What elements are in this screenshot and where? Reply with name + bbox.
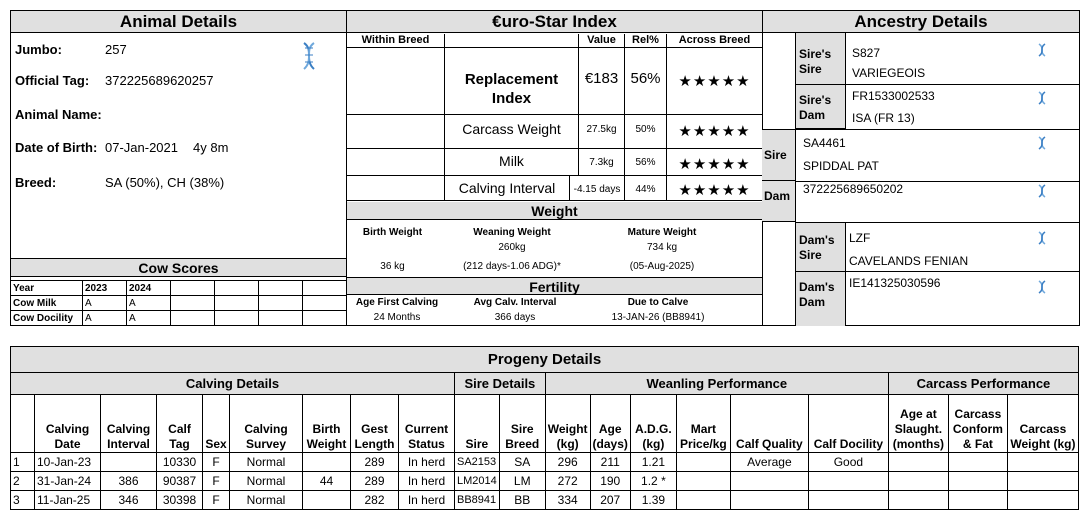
- sire-cell: LM2014: [455, 472, 500, 491]
- dams-sire-dna-icon[interactable]: [1037, 231, 1047, 245]
- within-breed-header: Within Breed: [347, 34, 445, 48]
- table-row: [11, 453, 1079, 472]
- calving-survey-cell: Normal: [230, 491, 303, 510]
- carcass-weight-label: Carcass Weight: [445, 115, 579, 149]
- col-gest-length: Gest Length: [351, 395, 399, 453]
- dams-sire-code: LZF: [849, 231, 871, 245]
- eurostar-title: €uro-Star Index: [347, 11, 762, 33]
- gest-length-cell: 289: [351, 472, 399, 491]
- calving-survey-cell: Normal: [230, 453, 303, 472]
- sires-sire-name: VARIEGEOIS: [852, 66, 926, 80]
- mature-weight-value: 734 kg: [646, 242, 678, 253]
- fertility-title: Fertility: [347, 277, 762, 295]
- cow-docility-2024: A: [127, 311, 171, 326]
- milk-value: 7.3kg: [579, 149, 625, 176]
- cow-scores-title: Cow Scores: [11, 258, 346, 277]
- sires-sire-code: S827: [852, 46, 881, 60]
- calving-survey-cell: Normal: [230, 472, 303, 491]
- sires-dam-code: FR1533002533: [852, 89, 935, 103]
- calving-interval-stars: ★★★★★: [667, 176, 762, 201]
- sex-cell: F: [203, 453, 230, 472]
- current-status-cell: In herd: [399, 491, 455, 510]
- gest-length-cell: 282: [351, 491, 399, 510]
- calf-docility-cell: [808, 472, 888, 491]
- animal-name-label: Animal Name:: [15, 107, 102, 122]
- col-birth-weight: Birth Weight: [303, 395, 351, 453]
- cow-milk-label: Cow Milk: [11, 296, 83, 311]
- carcass-performance-group: Carcass Performance: [888, 373, 1078, 395]
- calving-interval-value: -4.15 days: [570, 176, 625, 201]
- weanling-performance-group: Weanling Performance: [545, 373, 888, 395]
- adg-cell: 1.2 *: [630, 472, 676, 491]
- animal-details-panel: [10, 10, 347, 326]
- age-slaught-cell: [888, 453, 948, 472]
- age-cell: 190: [590, 472, 630, 491]
- replacement-index-label: Replacement Index: [445, 48, 579, 115]
- sire-breed-cell: LM: [499, 472, 545, 491]
- cow-milk-2023: A: [83, 296, 127, 311]
- avg-calving-interval-value: 366 days: [494, 312, 536, 323]
- adg-cell: 1.39: [630, 491, 676, 510]
- progeny-title: Progeny Details: [11, 347, 1079, 373]
- table-row: [11, 472, 1079, 491]
- breed-value: SA (50%), CH (38%): [105, 175, 225, 190]
- dams-dam-dna-icon[interactable]: [1037, 280, 1047, 294]
- replacement-index-value: €183: [579, 48, 625, 115]
- sire-code: SA4461: [803, 136, 846, 150]
- carcass-weight-stars: ★★★★★: [667, 115, 762, 149]
- col-calf-tag: Calf Tag: [157, 395, 203, 453]
- value-header: Value: [579, 34, 625, 48]
- year-header: Year: [11, 281, 83, 296]
- cow-milk-2024: A: [127, 296, 171, 311]
- age-slaught-cell: [888, 491, 948, 510]
- jumbo-label: Jumbo:: [15, 42, 62, 57]
- calf-docility-cell: [808, 491, 888, 510]
- weight-cell: 296: [545, 453, 590, 472]
- calving-date-cell: 11-Jan-25: [35, 491, 101, 510]
- across-breed-header: Across Breed: [667, 34, 762, 48]
- col-carcass-conform: Carcass Conform & Fat: [948, 395, 1007, 453]
- current-status-cell: In herd: [399, 453, 455, 472]
- sire-details-group: Sire Details: [455, 373, 546, 395]
- dams-dam-label: Dam's Dam: [796, 272, 846, 326]
- mart-price-cell: [676, 453, 730, 472]
- calf-tag-cell: 10330: [157, 453, 203, 472]
- sires-dam-dna-icon[interactable]: [1037, 91, 1047, 105]
- rel-header: Rel%: [625, 34, 667, 48]
- table-row: [11, 491, 1079, 510]
- official-tag-label: Official Tag:: [15, 73, 90, 88]
- col-calf-docility: Calf Docility: [808, 395, 888, 453]
- cow-docility-label: Cow Docility: [11, 311, 83, 326]
- sires-sire-dna-icon[interactable]: [1037, 43, 1047, 57]
- due-to-calve-value: 13-JAN-26 (BB8941): [611, 312, 705, 323]
- col-age: Age (days): [590, 395, 630, 453]
- dna-helix-icon[interactable]: [300, 42, 318, 70]
- calf-quality-cell: Average: [730, 453, 808, 472]
- carcass-conform-cell: [948, 491, 1007, 510]
- calf-quality-cell: [730, 472, 808, 491]
- current-status-cell: In herd: [399, 472, 455, 491]
- dams-dam-code: IE141325030596: [849, 276, 941, 290]
- carcass-weight-rel: 50%: [625, 115, 667, 149]
- adg-cell: 1.21: [630, 453, 676, 472]
- col-sire: Sire: [455, 395, 500, 453]
- year-2024-header: 2024: [127, 281, 171, 296]
- animal-details-title: Animal Details: [11, 11, 346, 33]
- replacement-index-rel: 56%: [625, 48, 667, 115]
- official-tag-value: 372225689620257: [105, 73, 214, 88]
- weaning-weight-label: Weaning Weight: [473, 227, 551, 238]
- dams-sire-label: Dam's Sire: [796, 222, 846, 272]
- replacement-index-stars: ★★★★★: [667, 48, 762, 115]
- jumbo-value: 257: [105, 42, 127, 57]
- carcass-weight-cell: [1007, 472, 1078, 491]
- birth-weight-value: 36 kg: [380, 261, 405, 272]
- milk-label: Milk: [445, 149, 579, 176]
- calving-interval-cell: [101, 453, 157, 472]
- calving-details-group: Calving Details: [11, 373, 455, 395]
- birth-weight-label: Birth Weight: [362, 227, 423, 238]
- carcass-weight-value: 27.5kg: [579, 115, 625, 149]
- sires-dam-label: Sire's Dam: [796, 85, 846, 129]
- due-to-calve-label: Due to Calve: [627, 297, 689, 308]
- sire-breed-cell: BB: [499, 491, 545, 510]
- avg-calving-interval-label: Avg Calv. Interval: [473, 297, 557, 308]
- calving-interval-cell: 346: [101, 491, 157, 510]
- col-adg: A.D.G. (kg): [630, 395, 676, 453]
- calving-interval-rel: 44%: [625, 176, 667, 201]
- col-mart-price: Mart Price/kg: [676, 395, 730, 453]
- carcass-conform-cell: [948, 472, 1007, 491]
- col-calf-quality: Calf Quality: [730, 395, 808, 453]
- row-number-cell: 2: [11, 472, 35, 491]
- mature-weight-date: (05-Aug-2025): [629, 261, 695, 272]
- row-number-cell: 3: [11, 491, 35, 510]
- sire-name: SPIDDAL PAT: [803, 159, 879, 173]
- col-age-slaught: Age at Slaught. (months): [888, 395, 948, 453]
- weight-cell: 334: [545, 491, 590, 510]
- birth-weight-cell: [303, 491, 351, 510]
- age-value: 4y 8m: [193, 140, 229, 155]
- birth-weight-cell: 44: [303, 472, 351, 491]
- sex-cell: F: [203, 491, 230, 510]
- age-first-calving-value: 24 Months: [373, 312, 421, 323]
- col-carcass-weight: Carcass Weight (kg): [1007, 395, 1078, 453]
- mature-weight-label: Mature Weight: [627, 227, 697, 238]
- dam-code: 372225689650202: [803, 182, 904, 196]
- col-calving-date: Calving Date: [35, 395, 101, 453]
- mart-price-cell: [676, 472, 730, 491]
- sire-dna-icon[interactable]: [1037, 136, 1047, 150]
- calving-interval-label: Calving Interval: [458, 180, 556, 196]
- dam-dna-icon[interactable]: [1037, 184, 1047, 198]
- calf-docility-cell: Good: [808, 453, 888, 472]
- col-calving-survey: Calving Survey: [230, 395, 303, 453]
- dams-sire-name: CAVELANDS FENIAN: [849, 254, 969, 268]
- age-slaught-cell: [888, 472, 948, 491]
- carcass-weight-cell: [1007, 491, 1078, 510]
- age-cell: 211: [590, 453, 630, 472]
- age-cell: 207: [590, 491, 630, 510]
- dob-value: 07-Jan-2021: [105, 140, 178, 155]
- weight-cell: 272: [545, 472, 590, 491]
- calving-date-cell: 10-Jan-23: [35, 453, 101, 472]
- weaning-weight-value: 260kg: [498, 242, 526, 253]
- weaning-weight-note: (212 days-1.06 ADG)*: [463, 261, 561, 272]
- cow-scores-table: [10, 280, 347, 326]
- dam-label: Dam: [762, 181, 796, 222]
- calving-date-cell: 31-Jan-24: [35, 472, 101, 491]
- sires-dam-name: ISA (FR 13): [852, 111, 915, 125]
- row-number-cell: 1: [11, 453, 35, 472]
- dob-label: Date of Birth:: [15, 140, 98, 155]
- year-2023-header: 2023: [83, 281, 127, 296]
- milk-rel: 56%: [625, 149, 667, 176]
- col-calving-interval: Calving Interval: [101, 395, 157, 453]
- sire-breed-cell: SA: [499, 453, 545, 472]
- mart-price-cell: [676, 491, 730, 510]
- col-sex: Sex: [203, 395, 230, 453]
- col-sire-breed: Sire Breed: [499, 395, 545, 453]
- calf-quality-cell: [730, 491, 808, 510]
- calving-interval-cell: 386: [101, 472, 157, 491]
- progeny-table: [10, 346, 1079, 510]
- col-current-status: Current Status: [399, 395, 455, 453]
- col-weight: Weight (kg): [545, 395, 590, 453]
- sires-sire-label: Sire's Sire: [796, 33, 846, 85]
- carcass-conform-cell: [948, 453, 1007, 472]
- carcass-weight-cell: [1007, 453, 1078, 472]
- breed-label: Breed:: [15, 175, 57, 190]
- ancestry-title: Ancestry Details: [763, 11, 1079, 33]
- sex-cell: F: [203, 472, 230, 491]
- sire-cell: SA2153: [455, 453, 500, 472]
- calf-tag-cell: 30398: [157, 491, 203, 510]
- calf-tag-cell: 90387: [157, 472, 203, 491]
- milk-stars: ★★★★★: [667, 149, 762, 176]
- cow-docility-2023: A: [83, 311, 127, 326]
- birth-weight-cell: [303, 453, 351, 472]
- age-first-calving-label: Age First Calving: [355, 297, 439, 308]
- gest-length-cell: 289: [351, 453, 399, 472]
- weight-title: Weight: [347, 202, 762, 220]
- sire-label: Sire: [762, 129, 796, 181]
- sire-cell: BB8941: [455, 491, 500, 510]
